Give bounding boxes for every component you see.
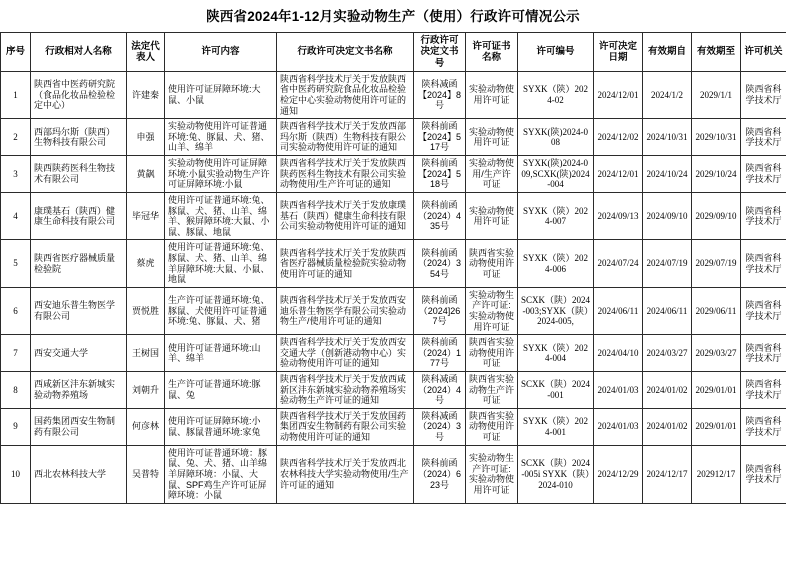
cell-authority: 陕西省科学技术厅 <box>741 335 786 372</box>
permit-table <box>0 32 786 504</box>
cell-content: 使用许可证普通环境:兔、豚鼠、犬、猪、山羊、绵羊、猴屏障环境:大鼠、小鼠、豚鼠、地鼠 <box>165 192 277 239</box>
cell-doc-no: 陕科前函（2024]267号 <box>414 287 466 334</box>
cell-valid-to: 2029/06/11 <box>692 287 741 334</box>
cell-doc-name: 陕西省科学技术厅关于发放陕西省中医药研究院食品化妆品检验检定中心实验动物使用许可证的通知 <box>277 71 414 118</box>
cell-content: 使用许可证屏障环境:大鼠、小鼠 <box>165 71 277 118</box>
cell-doc-no: 陕科减函（2024）3号 <box>414 408 466 445</box>
cell-cert-name: 实验动物使用/生产许可证 <box>466 156 518 193</box>
cell-doc-no: 陕科减函（2024）4号 <box>414 372 466 409</box>
cell-authority: 陕西省科学技术厅 <box>741 71 786 118</box>
cell-valid-to: 2029/1/1 <box>692 71 741 118</box>
cell-decision-date: 2024/12/01 <box>594 156 643 193</box>
cell-representative: 蔡虎 <box>127 240 165 287</box>
col-header-index: 序号 <box>1 33 31 72</box>
cell-doc-name: 陕西省科学技术厅关于发放陕西省医疗器械质量检验院实验动物使用许可证的通知 <box>277 240 414 287</box>
cell-index: 2 <box>1 119 31 156</box>
cell-cert-no: SYXK（陕）2024-006 <box>518 240 594 287</box>
cell-doc-no: 陕科前函（2024）435号 <box>414 192 466 239</box>
table-row <box>1 156 786 193</box>
cell-doc-name: 陕西省科学技术厅关于发放西安交通大学（创新港动物中心）实验动物使用许可证的通知 <box>277 335 414 372</box>
cell-cert-no: SYXK(陕)2024-009,SCXK(陕)2024-004 <box>518 156 594 193</box>
col-header-valid-from: 有效期自 <box>643 33 692 72</box>
cell-authority: 陕西省科学技术厅 <box>741 240 786 287</box>
cell-doc-name: 陕西省科学技术厅关于发放陕西陕药医科生物技术有限公司实验动物使用/生产许可证的通知 <box>277 156 414 193</box>
cell-index: 8 <box>1 372 31 409</box>
cell-cert-no: SYXK（陕）2024-004 <box>518 335 594 372</box>
cell-index: 5 <box>1 240 31 287</box>
cell-representative: 贾悦胜 <box>127 287 165 334</box>
cell-representative: 毕冠华 <box>127 192 165 239</box>
cell-cert-name: 陕西省实验动物生产许可证 <box>466 372 518 409</box>
cell-valid-to: 2029/09/10 <box>692 192 741 239</box>
cell-representative: 许建秦 <box>127 71 165 118</box>
cell-representative: 黄飙 <box>127 156 165 193</box>
cell-doc-no: 陕科前函（2024）177号 <box>414 335 466 372</box>
cell-entity: 陕西省中医药研究院（食品化妆品检验检定中心） <box>31 71 127 118</box>
table-row <box>1 408 786 445</box>
cell-representative: 何彦林 <box>127 408 165 445</box>
cell-cert-no: SYXK(陕)2024-008 <box>518 119 594 156</box>
table-row <box>1 335 786 372</box>
table-header <box>1 33 786 72</box>
col-header-valid-to: 有效期至 <box>692 33 741 72</box>
cell-cert-no: SYXK（陕）2024-007 <box>518 192 594 239</box>
cell-index: 9 <box>1 408 31 445</box>
cell-valid-from: 2024/1/2 <box>643 71 692 118</box>
cell-entity: 国药集团西安生物制药有限公司 <box>31 408 127 445</box>
table-body <box>1 71 786 503</box>
cell-index: 6 <box>1 287 31 334</box>
cell-valid-from: 2024/09/10 <box>643 192 692 239</box>
cell-content: 使用许可证普通环境：豚鼠、兔、犬、猪、山羊绵羊屏障环境：小鼠、大鼠、SPF鸡生产许可证屏障环境：小鼠 <box>165 445 277 503</box>
cell-authority: 陕西省科学技术厅 <box>741 287 786 334</box>
table-row <box>1 119 786 156</box>
cell-index: 4 <box>1 192 31 239</box>
cell-valid-to: 2029/01/01 <box>692 408 741 445</box>
cell-cert-name: 实验动物使用许可证 <box>466 119 518 156</box>
cell-valid-from: 2024/12/17 <box>643 445 692 503</box>
cell-cert-no: SCXK（陕）2024-005i SYXK（陕）2024-010 <box>518 445 594 503</box>
cell-doc-name: 陕西省科学技术厅关于发放康璞基石（陕西）健康生命科技有限公司实验动物使用许可证的通知 <box>277 192 414 239</box>
cell-cert-name: 实验动物生产许可证:实验动物使用许可证 <box>466 287 518 334</box>
cell-content: 使用许可证屏障环境:小鼠、豚鼠普通环境:家兔 <box>165 408 277 445</box>
cell-authority: 陕西省科学技术厅 <box>741 192 786 239</box>
cell-valid-from: 2024/03/27 <box>643 335 692 372</box>
cell-authority: 陕西省科学技术厅 <box>741 372 786 409</box>
cell-cert-no: SCXK（陕）2024-001 <box>518 372 594 409</box>
cell-content: 生产许可证普通环境:豚鼠、兔 <box>165 372 277 409</box>
col-header-doc-no: 行政许可决定文书号 <box>414 33 466 72</box>
cell-valid-to: 2029/10/24 <box>692 156 741 193</box>
table-row <box>1 240 786 287</box>
cell-content: 使用许可证普通环境:兔、豚鼠、犬、猪、山羊、绵羊屏障环境:大鼠、小鼠、地鼠 <box>165 240 277 287</box>
cell-representative: 吴普特 <box>127 445 165 503</box>
cell-entity: 陕西陕药医科生物技术有限公司 <box>31 156 127 193</box>
cell-entity: 康璞基石（陕西）健康生命科技有限公司 <box>31 192 127 239</box>
cell-content: 使用许可证普通环境:山羊、绵羊 <box>165 335 277 372</box>
cell-valid-to: 2029/10/31 <box>692 119 741 156</box>
cell-decision-date: 2024/01/03 <box>594 372 643 409</box>
cell-index: 10 <box>1 445 31 503</box>
cell-entity: 西北农林科技大学 <box>31 445 127 503</box>
cell-valid-to: 202912/17 <box>692 445 741 503</box>
col-header-cert-name: 许可证书名称 <box>466 33 518 72</box>
cell-cert-name: 陕西省实验动物使用许可证 <box>466 335 518 372</box>
table-header-row <box>1 33 786 72</box>
cell-valid-to: 2029/01/01 <box>692 372 741 409</box>
cell-doc-no: 陕科前函【2024】517号 <box>414 119 466 156</box>
cell-entity: 陕西省医疗器械质量检验院 <box>31 240 127 287</box>
cell-entity: 西咸新区沣东新城实验动物养殖场 <box>31 372 127 409</box>
cell-decision-date: 2024/07/24 <box>594 240 643 287</box>
cell-content: 生产许可证普通环境:兔、豚鼠、犬使用许可证普通环境:兔、豚鼠、犬、猪 <box>165 287 277 334</box>
cell-authority: 陕西省科学技术厅 <box>741 408 786 445</box>
cell-cert-no: SCXK（陕）2024-003;SYXK（陕）2024-005, <box>518 287 594 334</box>
cell-index: 7 <box>1 335 31 372</box>
table-row <box>1 71 786 118</box>
cell-doc-name: 陕西省科学技术厅关于发放西北农林科技大学实验动物使用/生产许可证的通知 <box>277 445 414 503</box>
cell-valid-from: 2024/10/24 <box>643 156 692 193</box>
cell-decision-date: 2024/12/01 <box>594 71 643 118</box>
cell-valid-to: 2029/03/27 <box>692 335 741 372</box>
cell-index: 1 <box>1 71 31 118</box>
cell-doc-name: 陕西省科学技术厅关于发放西安迪乐普生物医学有限公司实验动物生产/使用许可证的通知 <box>277 287 414 334</box>
cell-cert-name: 陕西省实验动物使用许可证 <box>466 408 518 445</box>
table-row <box>1 287 786 334</box>
table-row <box>1 445 786 503</box>
table-row <box>1 192 786 239</box>
cell-doc-no: 陕科前函（2024）623号 <box>414 445 466 503</box>
cell-decision-date: 2024/04/10 <box>594 335 643 372</box>
cell-authority: 陕西省科学技术厅 <box>741 156 786 193</box>
cell-entity: 西部玛尔斯（陕西）生物科技有限公司 <box>31 119 127 156</box>
cell-decision-date: 2024/01/03 <box>594 408 643 445</box>
cell-content: 实验动物使用许可证普通环境:兔、豚鼠、犬、猪、山羊、绵羊 <box>165 119 277 156</box>
cell-valid-to: 2029/07/19 <box>692 240 741 287</box>
cell-doc-name: 陕西省科学技术厅关于发放国药集团西安生物制药有限公司实验动物使用许可证的通知 <box>277 408 414 445</box>
cell-valid-from: 2024/06/11 <box>643 287 692 334</box>
cell-decision-date: 2024/12/29 <box>594 445 643 503</box>
cell-doc-no: 陕科前函【2024】518号 <box>414 156 466 193</box>
col-header-cert-no: 许可编号 <box>518 33 594 72</box>
cell-entity: 西安交通大学 <box>31 335 127 372</box>
cell-valid-from: 2024/10/31 <box>643 119 692 156</box>
cell-cert-name: 实验动物使用许可证 <box>466 192 518 239</box>
col-header-doc-name: 行政许可决定文书名称 <box>277 33 414 72</box>
cell-valid-from: 2024/01/02 <box>643 408 692 445</box>
cell-doc-no: 陕科前函（2024）354号 <box>414 240 466 287</box>
cell-representative: 申强 <box>127 119 165 156</box>
cell-doc-name: 陕西省科学技术厅关于发放西咸新区沣东新城实验动物养殖场实验动物生产许可证的通知 <box>277 372 414 409</box>
cell-valid-from: 2024/07/19 <box>643 240 692 287</box>
page-title: 陕西省2024年1-12月实验动物生产（使用）行政许可情况公示 <box>206 9 580 24</box>
cell-cert-name: 陕西省实验动物使用许可证 <box>466 240 518 287</box>
cell-decision-date: 2024/12/02 <box>594 119 643 156</box>
cell-authority: 陕西省科学技术厅 <box>741 119 786 156</box>
col-header-decision-date: 许可决定日期 <box>594 33 643 72</box>
cell-representative: 刘朝升 <box>127 372 165 409</box>
cell-content: 实验动物使用许可证屏障环境:小鼠实验动物生产许可证屏障环境:小鼠 <box>165 156 277 193</box>
cell-doc-name: 陕西省科学技术厅关于发放西部玛尔斯（陕西）生物科技有限公司实验动物使用许可证的通知 <box>277 119 414 156</box>
cell-valid-from: 2024/01/02 <box>643 372 692 409</box>
cell-cert-name: 实验动物使用许可证 <box>466 71 518 118</box>
cell-doc-no: 陕科减函【2024】8号 <box>414 71 466 118</box>
cell-entity: 西安迪乐普生物医学有限公司 <box>31 287 127 334</box>
col-header-representative: 法定代表人 <box>127 33 165 72</box>
cell-index: 3 <box>1 156 31 193</box>
cell-cert-no: SYXK（陕）2024-001 <box>518 408 594 445</box>
col-header-entity: 行政相对人名称 <box>31 33 127 72</box>
cell-representative: 王树国 <box>127 335 165 372</box>
cell-cert-no: SYXK（陕）2024-02 <box>518 71 594 118</box>
cell-decision-date: 2024/06/11 <box>594 287 643 334</box>
col-header-authority: 许可机关 <box>741 33 786 72</box>
cell-decision-date: 2024/09/13 <box>594 192 643 239</box>
cell-cert-name: 实验动物生产许可证:实验动物使用许可证 <box>466 445 518 503</box>
table-row <box>1 372 786 409</box>
cell-authority: 陕西省科学技术厅 <box>741 445 786 503</box>
col-header-content: 许可内容 <box>165 33 277 72</box>
